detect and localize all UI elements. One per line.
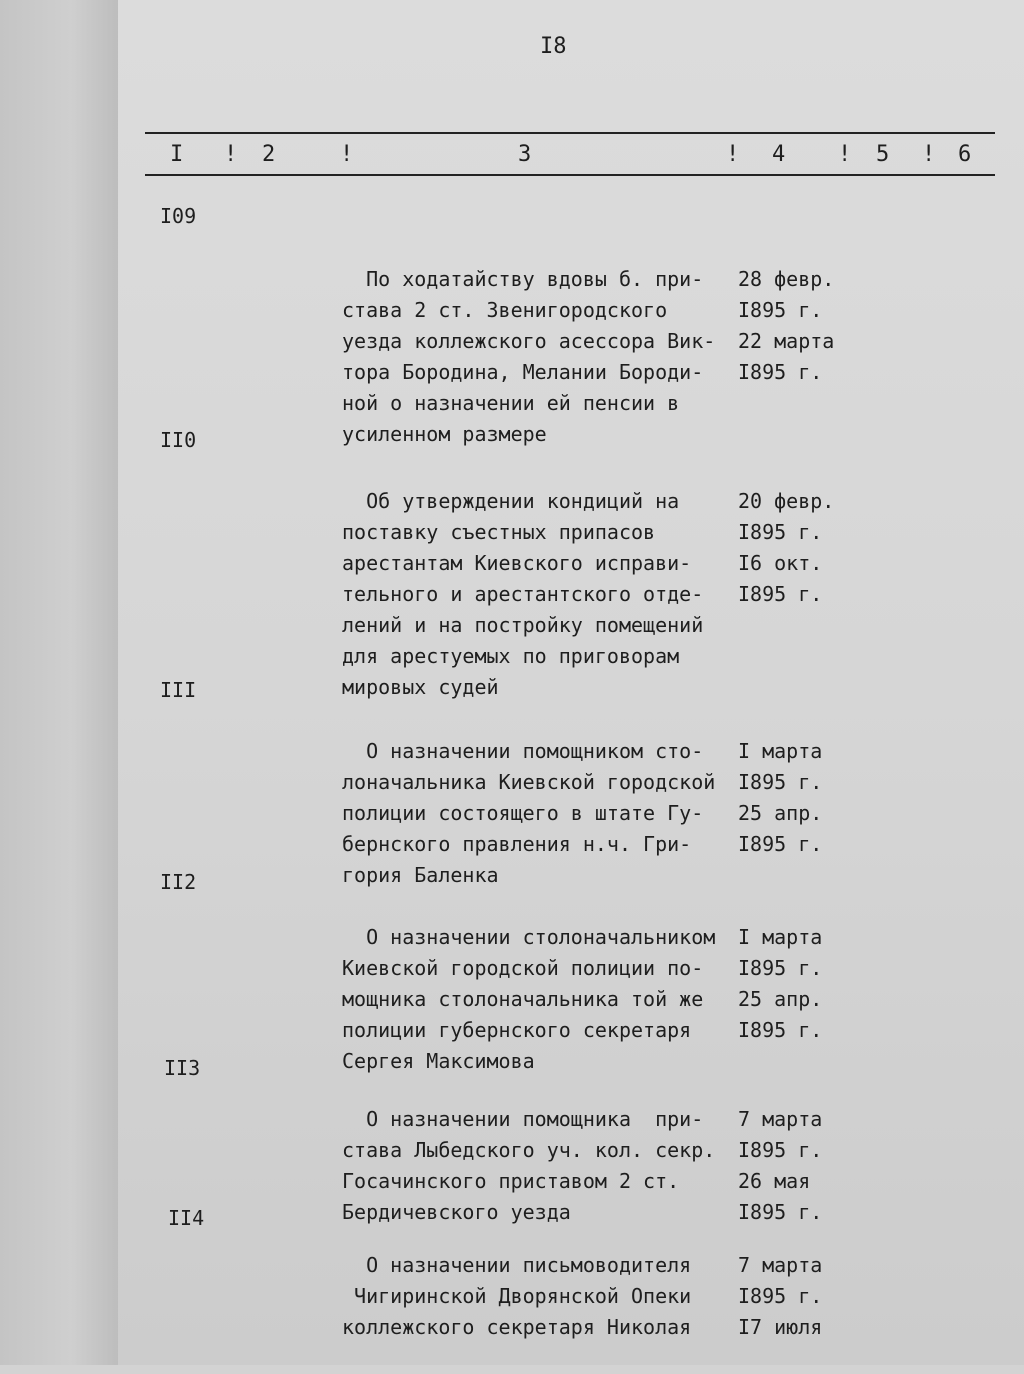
entry-description: О назначении помощника при- става Лыбедского уч. кол. секр. Госачинского приставом 2 ст. Бердичевского уезда xyxy=(342,1107,716,1224)
column-header-6: 6 xyxy=(958,142,972,167)
entry-number: III xyxy=(160,678,197,702)
entry-description: О назначении столоначальником Киевской городской полиции по- мощника столоначальника той же полиции губернского секретаря Сергея Максимова xyxy=(342,925,716,1073)
entry-description: По ходатайству вдовы б. при- става 2 ст. Звенигородского уезда коллежского асессора Вик- тора Бородина, Мелании Бороди- ной о назначении ей пенсии в усиленном размере xyxy=(342,267,716,446)
entry-description: О назначении письмоводителя Чигиринской Дворянской Опеки коллежского секретаря Николая xyxy=(342,1253,692,1339)
entry-number: II2 xyxy=(160,870,197,894)
table-header-rule xyxy=(145,174,995,176)
table-top-rule xyxy=(145,132,995,134)
column-separator: ! xyxy=(726,142,740,167)
entry-dates: 20 февр. I895 г. I6 окт. I895 г. xyxy=(738,489,835,606)
column-header-4: 4 xyxy=(772,142,786,167)
column-separator: ! xyxy=(340,142,354,167)
entry-number: II0 xyxy=(160,428,197,452)
entry-number: II4 xyxy=(168,1206,205,1230)
column-header-5: 5 xyxy=(876,142,890,167)
column-separator: ! xyxy=(224,142,238,167)
entry-dates: I марта I895 г. 25 апр. I895 г. xyxy=(738,739,823,856)
column-separator: ! xyxy=(922,142,936,167)
entry-description: Об утверждении кондиций на поставку съестных припасов арестантам Киевского исправи- тельного и арестантского отде- лений и на постройку помещений для арестуемых по приговорам мировых судей xyxy=(342,489,704,699)
entry-number: I09 xyxy=(160,204,197,228)
column-header-2: 2 xyxy=(262,142,276,167)
column-header-3: 3 xyxy=(518,142,532,167)
adjacent-page-edge xyxy=(0,0,118,1365)
entry-dates: 7 марта I895 г. I7 июля xyxy=(738,1253,823,1339)
column-header-1: I xyxy=(170,142,184,167)
entry-dates: 7 марта I895 г. 26 мая I895 г. xyxy=(738,1107,823,1224)
column-separator: ! xyxy=(838,142,852,167)
entry-dates: I марта I895 г. 25 апр. I895 г. xyxy=(738,925,823,1042)
entry-dates: 28 февр. I895 г. 22 марта I895 г. xyxy=(738,267,835,384)
page-number: I8 xyxy=(540,34,567,59)
entry-description: О назначении помощником сто- лоначальника Киевской городской полиции состоящего в штате Гу- бернского правления н.ч. Гри- гория Баленка xyxy=(342,739,716,887)
entry-number: II3 xyxy=(164,1056,201,1080)
